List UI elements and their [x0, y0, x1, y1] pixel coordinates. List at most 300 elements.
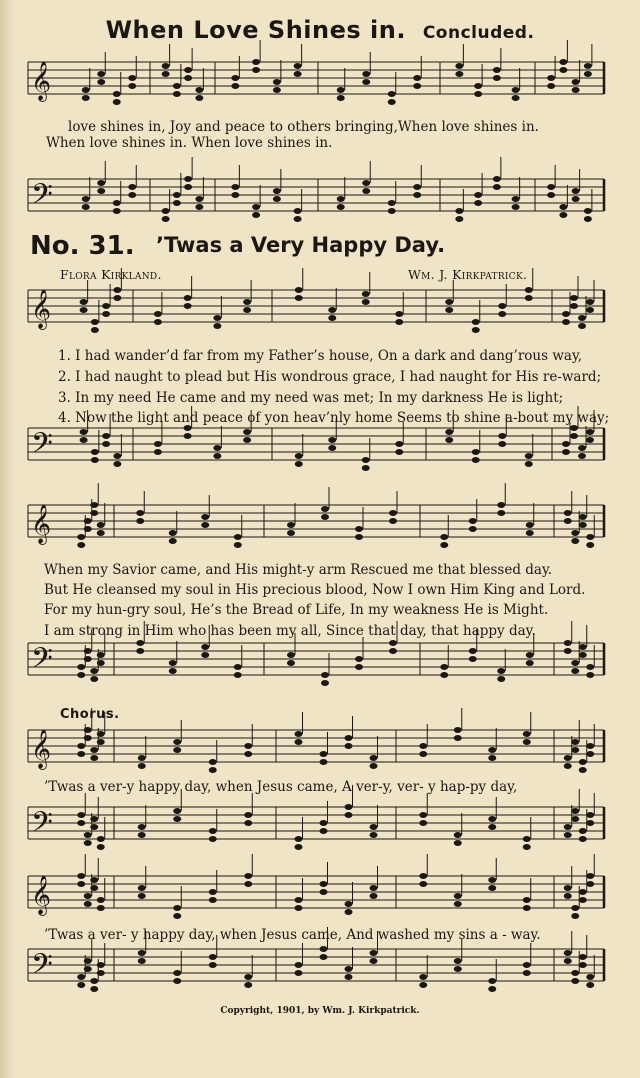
notehead [579, 767, 587, 773]
notehead [370, 958, 378, 964]
notehead [128, 83, 136, 89]
notehead [294, 71, 302, 77]
notehead [586, 820, 594, 826]
notehead [90, 755, 98, 761]
notehead [525, 453, 533, 459]
notehead [295, 970, 303, 976]
notehead [128, 75, 136, 81]
staff-3 [28, 290, 604, 322]
notehead [162, 63, 170, 69]
bass-clef-icon: 𝄢 [31, 427, 53, 467]
verse-4-part-1: 4. Now the light and peace of yon heav’nly home Seems to shine a-bout my way; [58, 410, 610, 426]
notehead [113, 200, 121, 206]
notehead [162, 208, 170, 214]
notehead [455, 208, 463, 214]
notehead [389, 510, 397, 516]
notehead [184, 67, 192, 73]
notehead [113, 91, 121, 97]
hymn-number: No. 31. [30, 231, 135, 261]
notehead [154, 319, 162, 325]
notehead [77, 672, 85, 678]
notehead [523, 962, 531, 968]
copyright-notice: Copyright, 1901, by Wm. J. Kirkpatrick. [220, 1006, 420, 1016]
notehead [571, 538, 579, 544]
notehead [586, 743, 594, 749]
notehead [493, 67, 501, 73]
notehead [113, 295, 121, 301]
notehead [234, 534, 242, 540]
notehead [455, 63, 463, 69]
notehead [586, 751, 594, 757]
notehead [526, 530, 534, 536]
notehead [564, 755, 572, 761]
notehead [209, 954, 217, 960]
notehead [138, 832, 146, 838]
notehead [195, 87, 203, 93]
notehead [564, 648, 572, 654]
notehead [370, 824, 378, 830]
notehead [234, 542, 242, 548]
notehead [320, 828, 328, 834]
notehead [454, 727, 462, 733]
notehead [570, 303, 578, 309]
notehead [231, 75, 239, 81]
notehead [173, 816, 181, 822]
treble-clef-icon: 𝄞 [31, 504, 52, 544]
continued-title-text: When Love Shines in. [105, 16, 406, 44]
notehead [128, 192, 136, 198]
notehead [184, 75, 192, 81]
notehead [97, 530, 105, 536]
notehead [295, 731, 303, 737]
notehead [454, 840, 462, 846]
notehead [562, 311, 570, 317]
notehead [571, 978, 579, 984]
notehead [419, 812, 427, 818]
notehead [586, 873, 594, 879]
notehead [84, 727, 92, 733]
notehead [77, 812, 85, 818]
notehead [77, 982, 85, 988]
notehead [287, 652, 295, 658]
notehead [209, 759, 217, 765]
notehead [413, 83, 421, 89]
notehead [579, 889, 587, 895]
notehead [586, 881, 594, 887]
notehead [138, 958, 146, 964]
notehead [474, 192, 482, 198]
notehead [395, 449, 403, 455]
chorus-lyrics-2: ’Twas a ver- y happy day, when Jesus came, And washed my sins a - way. [44, 927, 541, 943]
treble-clef-icon: 𝄞 [31, 61, 52, 101]
notehead [128, 184, 136, 190]
notehead [474, 91, 482, 97]
notehead [84, 648, 92, 654]
notehead [213, 453, 221, 459]
notehead [294, 208, 302, 214]
notehead [252, 59, 260, 65]
notehead [571, 808, 579, 814]
notehead [586, 982, 594, 988]
notehead [138, 885, 146, 891]
notehead [77, 820, 85, 826]
notehead [287, 522, 295, 528]
notehead [154, 441, 162, 447]
notehead [578, 445, 586, 451]
notehead [345, 743, 353, 749]
notehead [578, 315, 586, 321]
notehead [294, 216, 302, 222]
notehead [445, 429, 453, 435]
notehead [584, 208, 592, 214]
notehead [512, 196, 520, 202]
staff-7 [28, 730, 604, 762]
notehead [419, 873, 427, 879]
staff-10 [28, 949, 604, 981]
notehead [273, 87, 281, 93]
notehead [295, 287, 303, 293]
notehead [184, 433, 192, 439]
notehead [231, 184, 239, 190]
notehead [584, 216, 592, 222]
notehead [337, 87, 345, 93]
notehead [320, 820, 328, 826]
notehead [209, 889, 217, 895]
notehead [90, 885, 98, 891]
notehead [321, 506, 329, 512]
notehead [586, 307, 594, 313]
notehead [526, 652, 534, 658]
notehead [77, 974, 85, 980]
staff-8 [28, 807, 604, 839]
notehead [562, 441, 570, 447]
notehead [90, 510, 98, 516]
notehead [97, 836, 105, 842]
notehead [209, 962, 217, 968]
notehead [579, 836, 587, 842]
notehead [523, 836, 531, 842]
notehead [586, 672, 594, 678]
notehead [321, 514, 329, 520]
notehead [113, 461, 121, 467]
verse-2-part-2: But He cleansed my soul in His precious blood, Now I own Him King and Lord. [44, 582, 586, 598]
notehead [243, 429, 251, 435]
notehead [97, 71, 105, 77]
notehead [102, 441, 110, 447]
notehead [388, 200, 396, 206]
notehead [572, 87, 580, 93]
notehead [525, 287, 533, 293]
notehead [355, 534, 363, 540]
notehead [77, 534, 85, 540]
notehead [571, 747, 579, 753]
notehead [138, 755, 146, 761]
notehead [370, 763, 378, 769]
notehead [195, 95, 203, 101]
notehead [97, 522, 105, 528]
notehead [571, 905, 579, 911]
notehead [362, 180, 370, 186]
notehead [454, 893, 462, 899]
notehead [370, 885, 378, 891]
notehead [320, 759, 328, 765]
notehead [362, 188, 370, 194]
notehead [173, 978, 181, 984]
notehead [562, 449, 570, 455]
notehead [77, 664, 85, 670]
notehead [454, 901, 462, 907]
notehead [169, 530, 177, 536]
notehead [584, 63, 592, 69]
verse-1-part-1: 1. I had wander’d far from my Father’s house, On a dark and dang’rous way, [58, 348, 583, 364]
notehead [231, 192, 239, 198]
notehead [445, 437, 453, 443]
notehead [419, 974, 427, 980]
notehead [90, 676, 98, 682]
notehead [474, 83, 482, 89]
chorus-label: Chorus. [60, 707, 120, 722]
notehead [243, 307, 251, 313]
notehead [102, 303, 110, 309]
notehead [526, 522, 534, 528]
notehead [136, 510, 144, 516]
notehead [472, 327, 480, 333]
notehead [162, 71, 170, 77]
notehead [571, 660, 579, 666]
notehead [91, 449, 99, 455]
notehead [184, 295, 192, 301]
notehead [136, 648, 144, 654]
notehead [488, 986, 496, 992]
notehead [82, 87, 90, 93]
notehead [586, 429, 594, 435]
notehead [370, 755, 378, 761]
notehead [244, 881, 252, 887]
notehead [231, 83, 239, 89]
chorus-lyrics-1: ’Twas a ver-y happy day, when Jesus came, A ver-y, ver- y hap-py day, [44, 779, 518, 795]
notehead [488, 877, 496, 883]
notehead [252, 67, 260, 73]
notehead [295, 962, 303, 968]
notehead [90, 986, 98, 992]
notehead [84, 735, 92, 741]
notehead [337, 204, 345, 210]
notehead [294, 63, 302, 69]
notehead [84, 840, 92, 846]
notehead [362, 457, 370, 463]
notehead [523, 970, 531, 976]
notehead [136, 518, 144, 524]
notehead [244, 982, 252, 988]
notehead [547, 184, 555, 190]
notehead [559, 212, 567, 218]
notehead [564, 510, 572, 516]
notehead [97, 660, 105, 666]
notehead [209, 897, 217, 903]
notehead [184, 176, 192, 182]
notehead [370, 893, 378, 899]
notehead [497, 510, 505, 516]
notehead [295, 453, 303, 459]
hymn-title: ’Twas a Very Happy Day. [156, 233, 446, 257]
notehead [162, 216, 170, 222]
notehead [469, 526, 477, 532]
notehead [90, 877, 98, 883]
notehead [184, 303, 192, 309]
notehead [512, 204, 520, 210]
notehead [571, 913, 579, 919]
notehead [213, 323, 221, 329]
notehead [295, 905, 303, 911]
notehead [564, 763, 572, 769]
notehead [173, 200, 181, 206]
notehead [572, 196, 580, 202]
notehead [419, 751, 427, 757]
notehead [586, 664, 594, 670]
notehead [243, 299, 251, 305]
notehead [445, 307, 453, 313]
notehead [234, 672, 242, 678]
notehead [345, 812, 353, 818]
notehead [579, 644, 587, 650]
notehead [244, 751, 252, 757]
notehead [559, 204, 567, 210]
notehead [413, 192, 421, 198]
treble-clef-icon: 𝄞 [31, 729, 52, 769]
notehead [173, 192, 181, 198]
notehead [564, 518, 572, 524]
notehead [97, 188, 105, 194]
notehead [209, 836, 217, 842]
notehead [564, 832, 572, 838]
notehead [80, 429, 88, 435]
notehead [173, 913, 181, 919]
notehead [578, 453, 586, 459]
notehead [488, 885, 496, 891]
notehead [488, 755, 496, 761]
notehead [362, 79, 370, 85]
notehead [77, 542, 85, 548]
notehead [579, 954, 587, 960]
notehead [388, 99, 396, 105]
staff-9 [28, 876, 604, 908]
notehead [525, 295, 533, 301]
notehead [579, 514, 587, 520]
notehead [579, 759, 587, 765]
notehead [138, 763, 146, 769]
notehead [497, 676, 505, 682]
notehead [97, 844, 105, 850]
notehead [419, 743, 427, 749]
notehead [84, 832, 92, 838]
notehead [91, 327, 99, 333]
notehead [169, 538, 177, 544]
notehead [547, 83, 555, 89]
notehead [512, 95, 520, 101]
notehead [201, 522, 209, 528]
notehead [90, 978, 98, 984]
notehead [173, 808, 181, 814]
notehead [113, 208, 121, 214]
notehead [244, 743, 252, 749]
notehead [328, 307, 336, 313]
notehead [113, 287, 121, 293]
notehead [138, 824, 146, 830]
notehead [97, 180, 105, 186]
notehead [455, 216, 463, 222]
bass-clef-icon: 𝄢 [31, 178, 53, 218]
notehead [389, 518, 397, 524]
notehead [213, 445, 221, 451]
notehead [454, 832, 462, 838]
notehead [362, 465, 370, 471]
notehead [84, 526, 92, 532]
staff-5 [28, 505, 604, 537]
notehead [77, 743, 85, 749]
notehead [82, 196, 90, 202]
notehead [273, 188, 281, 194]
notehead [389, 648, 397, 654]
notehead [562, 319, 570, 325]
notehead [138, 893, 146, 899]
notehead [523, 844, 531, 850]
notehead [295, 844, 303, 850]
notehead [80, 307, 88, 313]
notehead [440, 534, 448, 540]
notehead [454, 966, 462, 972]
notehead [328, 315, 336, 321]
notehead [571, 739, 579, 745]
notehead [419, 982, 427, 988]
verse-4-part-2: I am strong in Him who has been my all, Since that day, that happy day. [44, 623, 536, 639]
notehead [413, 75, 421, 81]
notehead [90, 502, 98, 508]
notehead [389, 640, 397, 646]
notehead [77, 751, 85, 757]
notehead [295, 461, 303, 467]
notehead [586, 812, 594, 818]
notehead [493, 176, 501, 182]
verse-3-part-2: For my hun-gry soul, He’s the Bread of Life, In my weakness He is Might. [44, 602, 549, 618]
notehead [362, 71, 370, 77]
notehead [469, 648, 477, 654]
notehead [419, 820, 427, 826]
notehead [355, 656, 363, 662]
notehead [572, 188, 580, 194]
notehead [244, 812, 252, 818]
notehead [173, 91, 181, 97]
notehead [498, 311, 506, 317]
notehead [547, 192, 555, 198]
notehead [571, 970, 579, 976]
notehead [113, 453, 121, 459]
concluded-label: Concluded. [422, 23, 535, 43]
notehead [84, 518, 92, 524]
notehead [252, 204, 260, 210]
notehead [84, 958, 92, 964]
notehead [345, 804, 353, 810]
notehead [184, 184, 192, 190]
notehead [243, 437, 251, 443]
notehead [77, 873, 85, 879]
notehead [559, 67, 567, 73]
notehead [579, 652, 587, 658]
notehead [84, 656, 92, 662]
notehead [244, 873, 252, 879]
notehead [91, 319, 99, 325]
notehead [564, 640, 572, 646]
notehead [97, 962, 105, 968]
